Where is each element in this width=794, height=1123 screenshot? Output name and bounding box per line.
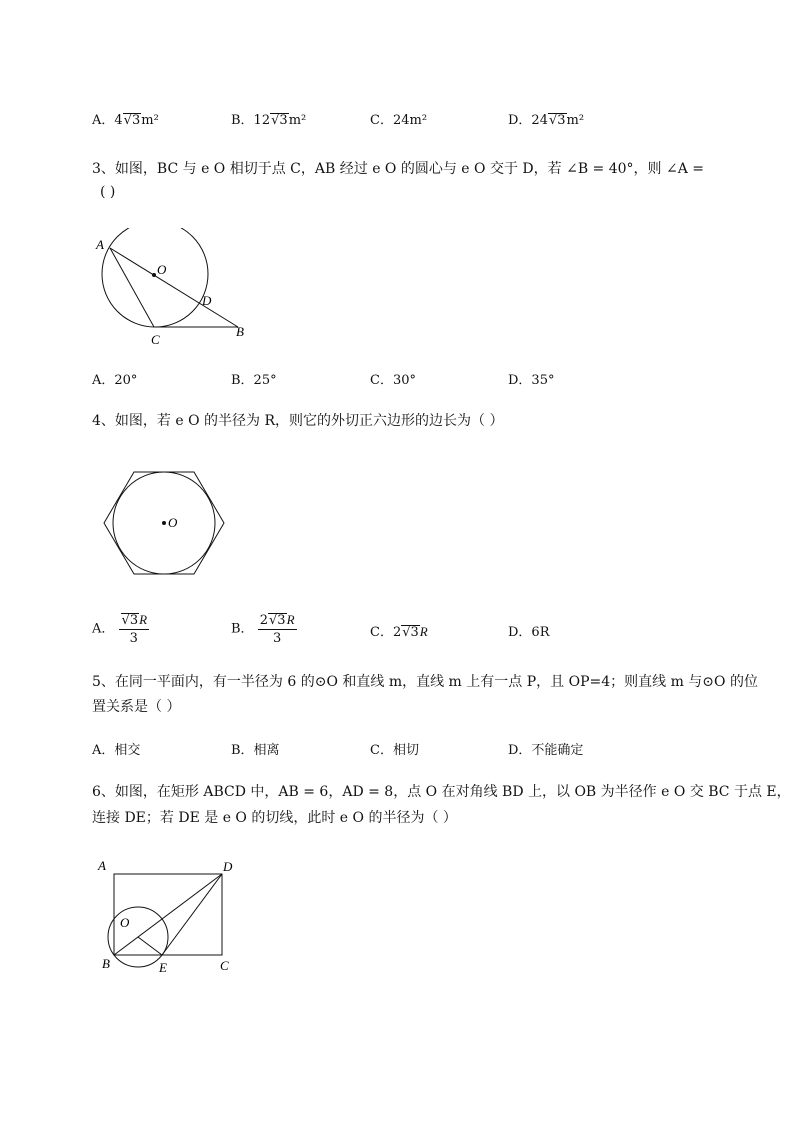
- q3-line-ac: [110, 248, 154, 327]
- q4-option-a-denominator: 3: [129, 631, 138, 646]
- q4-option-b-var: R: [286, 612, 295, 627]
- q4-option-b-fraction: [258, 612, 297, 646]
- q6-stem-line2: 连接 DE；若 DE 是 e O 的切线，此时 e O 的半径为（ ）: [92, 810, 457, 826]
- q2-option-c: [370, 109, 427, 128]
- q4-option-a-radicand: 3: [129, 613, 139, 628]
- q6-figure: [94, 852, 244, 980]
- q4-option-d: D．6R: [508, 625, 550, 640]
- q4-option-b-denominator: 3: [272, 631, 282, 646]
- q2-option-a-prefix: A．4: [92, 113, 123, 128]
- q6-line-oe: [138, 937, 162, 955]
- q4-label-o: O: [168, 515, 178, 530]
- q3-label-o: O: [157, 262, 167, 277]
- q5-option-b: B．相离: [231, 743, 280, 758]
- q3-figure: [90, 228, 260, 350]
- q2-option-d-prefix: D．24: [508, 113, 548, 128]
- q6-label-a: A: [98, 858, 106, 873]
- q4-option-c-var: R: [419, 624, 428, 639]
- q5-option-a: A．相交: [92, 743, 141, 758]
- q5-stem-line2: 置关系是（ ）: [92, 699, 181, 715]
- q4-option-b-coef: 2: [259, 613, 268, 628]
- q4-option-a-radical: √3: [121, 613, 139, 628]
- q6-line-de: [162, 874, 222, 955]
- q6-diagonal-bd: [114, 874, 222, 955]
- q3-label-d: D: [202, 293, 212, 308]
- q2-option-a-radicand: 3: [131, 113, 141, 128]
- q5-option-c: C．相切: [370, 743, 419, 758]
- q2-option-a-unit: m²: [141, 113, 159, 128]
- q4-option-a: [92, 612, 149, 646]
- q4-option-a-fraction: [119, 612, 150, 646]
- q6-label-o: O: [120, 915, 130, 930]
- q2-option-c-text: C．24m²: [370, 113, 428, 128]
- q6-label-c: C: [220, 958, 229, 973]
- q2-option-b-radicand: 3: [279, 113, 288, 128]
- q4-option-c-prefix: C．2: [370, 625, 402, 640]
- q4-option-c: [370, 621, 428, 640]
- q3-option-b: B．25°: [231, 373, 277, 388]
- q4-option-b-radicand: 3: [277, 613, 286, 628]
- q3-label-c: C: [151, 332, 160, 347]
- q4-option-b: [231, 612, 297, 646]
- q2-option-a-radical: √3: [123, 113, 141, 128]
- q4-center-dot: [162, 521, 166, 525]
- q4-option-b-prefix: B．: [231, 621, 254, 637]
- q3-option-a: A．20°: [92, 373, 138, 388]
- q4-option-a-var: R: [139, 612, 148, 627]
- q4-stem: 4、如图，若 e O 的半径为 R，则它的外切正六边形的边长为（ ）: [92, 413, 504, 429]
- q2-option-d-radical: √3: [548, 113, 566, 128]
- q6-stem-line1: 6、如图，在矩形 ABCD 中，AB = 6，AD = 8，点 O 在对角线 BD 上，以 OB 为半径作 e O 交 BC 于点 E，: [92, 784, 791, 800]
- q4-option-a-numerator: [119, 612, 150, 630]
- q2-option-d-radicand: 3: [557, 113, 566, 128]
- q6-label-d: D: [223, 859, 233, 874]
- q3-option-d: D．35°: [508, 373, 555, 388]
- q4-option-b-numerator: [258, 612, 297, 630]
- q3-answer-blank: ( ): [100, 184, 116, 200]
- q5-option-d: D．不能确定: [508, 743, 584, 758]
- q4-figure: [100, 466, 230, 582]
- q6-label-e: E: [159, 960, 167, 975]
- q3-label-a: A: [96, 237, 104, 252]
- q2-option-b: [231, 109, 306, 128]
- q4-option-b-radical: √3: [268, 613, 286, 628]
- q2-option-b-prefix: B．12: [231, 113, 271, 128]
- q2-option-d-unit: m²: [566, 113, 585, 128]
- q3-line-ab: [110, 248, 238, 327]
- q3-circle-o: [102, 228, 208, 327]
- q3-center-dot: [152, 273, 156, 277]
- q2-option-b-radical: √3: [271, 113, 288, 128]
- q3-stem: 3、如图，BC 与 e O 相切于点 C，AB 经过 e O 的圆心与 e O 交于 D，若 ∠B = 40°，则 ∠A =: [92, 161, 705, 177]
- q2-option-b-unit: m²: [288, 113, 307, 128]
- q2-option-d: [508, 109, 584, 128]
- q4-option-c-radical: √3: [402, 625, 419, 640]
- q6-label-b: B: [102, 956, 110, 971]
- q5-stem-line1: 5、在同一平面内，有一半径为 6 的⊙O 和直线 m，直线 m 上有一点 P，且 OP=4；则直线 m 与⊙O 的位: [92, 674, 758, 690]
- q4-option-a-prefix: A．: [92, 621, 115, 637]
- q2-option-a: [92, 109, 159, 128]
- q3-option-c: C．30°: [370, 373, 416, 388]
- q3-label-b: B: [236, 324, 244, 339]
- q4-option-c-radicand: 3: [410, 625, 419, 640]
